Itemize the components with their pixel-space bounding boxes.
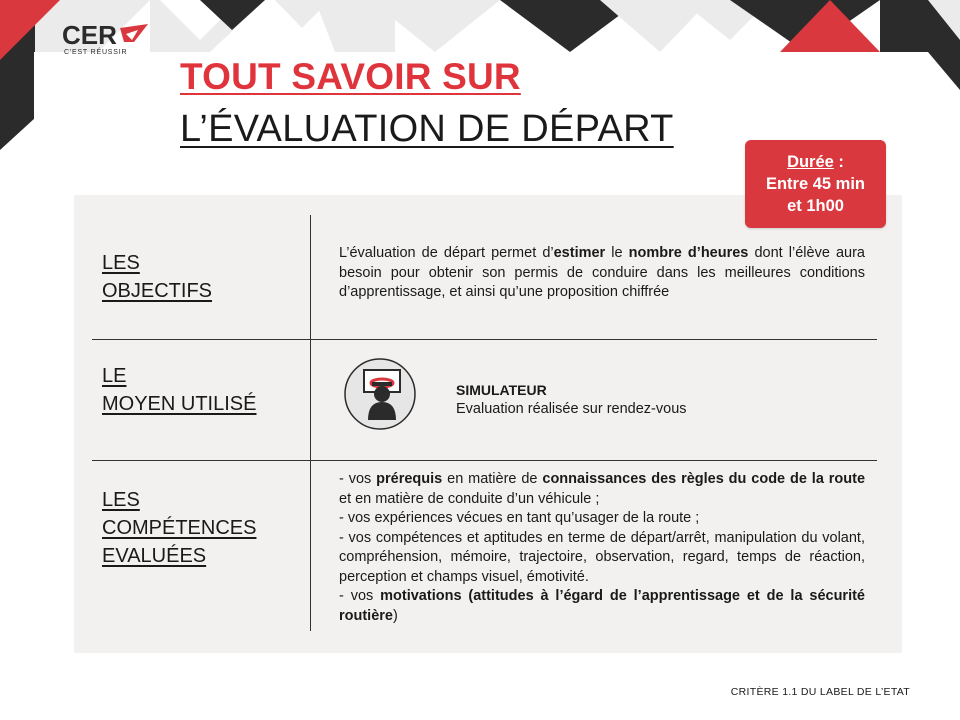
section-title-moyen: LE MOYEN UTILISÉ [102,365,257,415]
duration-value-line2: et 1h00 [787,197,844,215]
simulator-icon [344,358,416,430]
svg-text:C'EST RÉUSSIR: C'EST RÉUSSIR [64,49,128,56]
svg-text:CER: CER [62,20,117,50]
page-title-line1: TOUT SAVOIR SUR [180,56,521,97]
duration-badge: Durée : Entre 45 min et 1h00 [745,140,886,228]
competence-item: - vos prérequis en matière de connaissances des règles du code de la route et en matière de conduite d’un véhicule ; [339,471,866,507]
simulator-subtitle: Evaluation réalisée sur rendez-vous [456,401,687,417]
section-title-objectifs: LES OBJECTIFS [102,252,213,302]
section-title-competences: LES COMPÉTENCES EVALUÉES [102,489,257,567]
objectifs-text: L’évaluation de départ permet d’estimer le nombre d’heures dont l’élève aura besoin pour obtenir son permis de conduire dans les meilleures conditions d’apprentissage, et ainsi qu’une proposition chiffrée [339,245,865,300]
competence-item: - vos compétences et aptitudes en terme de départ/arrêt, manipulation du volant, compréhension, mémoire, trajectoire, observation, regard, temps de réaction, perception et champs visuel, émotivité. [339,529,865,585]
page-title-line2: L’ÉVALUATION DE DÉPART [180,108,674,150]
competences-list [339,470,865,626]
duration-value-line1: Entre 45 min [765,175,866,193]
simulator-title: SIMULATEUR [456,382,547,398]
duration-label: Durée [787,153,834,171]
footer-criterion: CRITÈRE 1.1 DU LABEL DE L’ETAT [730,686,910,698]
cer-logo [62,20,162,60]
competence-item: - vos expériences vécues en tant qu’usager de la route ; [339,510,700,526]
competence-item: - vos motivations (attitudes à l’égard de l’apprentissage et de la sécurité routière) [339,588,865,624]
row-divider-2 [92,460,877,461]
column-divider [310,215,311,631]
row-divider-1 [92,339,877,340]
